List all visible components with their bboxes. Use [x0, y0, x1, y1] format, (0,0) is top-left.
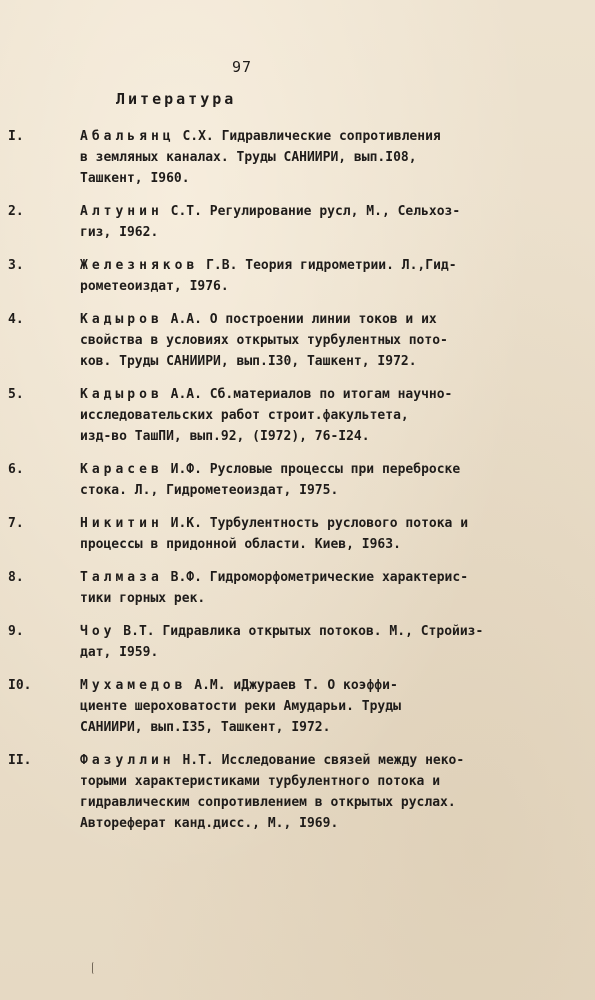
reference-line: ков. Труды САНИИРИ, вып.I30, Ташкент, I972.: [80, 354, 417, 369]
reference-line: в земляных каналах. Труды САНИИРИ, вып.I08,: [80, 150, 417, 165]
reference-text: А.А. О построении линии токов и их: [162, 312, 437, 327]
reference-number: 4.: [8, 312, 24, 327]
page-number: 97: [232, 58, 253, 76]
reference-author: Фазуллин: [80, 753, 175, 768]
reference-item: [0, 567, 595, 609]
reference-line: [80, 675, 567, 696]
reference-author: Абальянц: [80, 129, 175, 144]
reference-number: 9.: [8, 624, 24, 639]
reference-item: [0, 750, 595, 834]
reference-text: С.Т. Регулирование русл, М., Сельхоз-: [162, 204, 461, 219]
reference-line: свойства в условиях открытых турбулентных пото-: [80, 333, 448, 348]
reference-number: II.: [8, 753, 32, 768]
reference-line: процессы в придонной области. Киев, I963.: [80, 537, 401, 552]
reference-line: [80, 201, 567, 222]
reference-text: И.Ф. Русловые процессы при переброске: [162, 462, 461, 477]
reference-line: [80, 459, 567, 480]
reference-author: Чоу: [80, 624, 116, 639]
reference-item: [0, 621, 595, 663]
reference-text: А.М. иДжураев Т. О коэффи-: [186, 678, 398, 693]
reference-text: В.Ф. Гидроморфометрические характерис-: [162, 570, 469, 585]
reference-author: Железняков: [80, 258, 199, 273]
reference-line: [80, 126, 567, 147]
reference-item: [0, 384, 595, 447]
reference-line: гиз, I962.: [80, 225, 159, 240]
reference-line: торыми характеристиками турбулентного потока и: [80, 774, 441, 789]
reference-text: Н.Т. Исследование связей между неко-: [174, 753, 465, 768]
reference-text: В.Т. Гидравлика открытых потоков. М., Стройиз-: [115, 624, 484, 639]
references-list: [0, 126, 595, 846]
reference-line: [80, 621, 567, 642]
reference-number: I.: [8, 129, 24, 144]
reference-text: А.А. Сб.материалов по итогам научно-: [162, 387, 453, 402]
reference-item: [0, 255, 595, 297]
reference-number: 3.: [8, 258, 24, 273]
reference-number: 5.: [8, 387, 24, 402]
reference-text: И.К. Турбулентность руслового потока и: [162, 516, 469, 531]
reference-text: Г.В. Теория гидрометрии. Л.,Гид-: [198, 258, 457, 273]
reference-line: стока. Л., Гидрометеоиздат, I975.: [80, 483, 339, 498]
reference-item: [0, 309, 595, 372]
reference-line: [80, 309, 567, 330]
reference-item: [0, 459, 595, 501]
pen-mark: [92, 962, 96, 974]
reference-line: [80, 255, 567, 276]
reference-item: [0, 513, 595, 555]
reference-line: САНИИРИ, вып.I35, Ташкент, I972.: [80, 720, 331, 735]
reference-author: Никитин: [80, 516, 163, 531]
reference-author: Карасев: [80, 462, 163, 477]
reference-line: гидравлическим сопротивлением в открытых руслах.: [80, 795, 456, 810]
reference-author: Талмаза: [80, 570, 163, 585]
reference-number: I0.: [8, 678, 32, 693]
reference-item: [0, 201, 595, 243]
reference-number: 8.: [8, 570, 24, 585]
reference-author: Кадыров: [80, 312, 163, 327]
reference-item: [0, 675, 595, 738]
reference-item: [0, 126, 595, 189]
reference-line: дат, I959.: [80, 645, 159, 660]
reference-line: циенте шероховатости реки Амударьи. Труды: [80, 699, 401, 714]
reference-author: Алтунин: [80, 204, 163, 219]
reference-author: Кадыров: [80, 387, 163, 402]
reference-line: рометеоиздат, I976.: [80, 279, 229, 294]
reference-line: тики горных рек.: [80, 591, 206, 606]
reference-line: [80, 384, 567, 405]
reference-number: 2.: [8, 204, 24, 219]
reference-line: [80, 750, 567, 771]
reference-line: изд-во ТашПИ, вып.92, (I972), 76-I24.: [80, 429, 370, 444]
reference-line: Автореферат канд.дисс., М., I969.: [80, 816, 339, 831]
reference-author: Мухамедов: [80, 678, 187, 693]
reference-line: [80, 567, 567, 588]
reference-line: [80, 513, 567, 534]
reference-line: Ташкент, I960.: [80, 171, 190, 186]
reference-number: 6.: [8, 462, 24, 477]
reference-text: С.Х. Гидравлические сопротивления: [174, 129, 441, 144]
reference-number: 7.: [8, 516, 24, 531]
references-heading: Литература: [116, 90, 237, 108]
reference-line: исследовательских работ строит.факультета,: [80, 408, 409, 423]
